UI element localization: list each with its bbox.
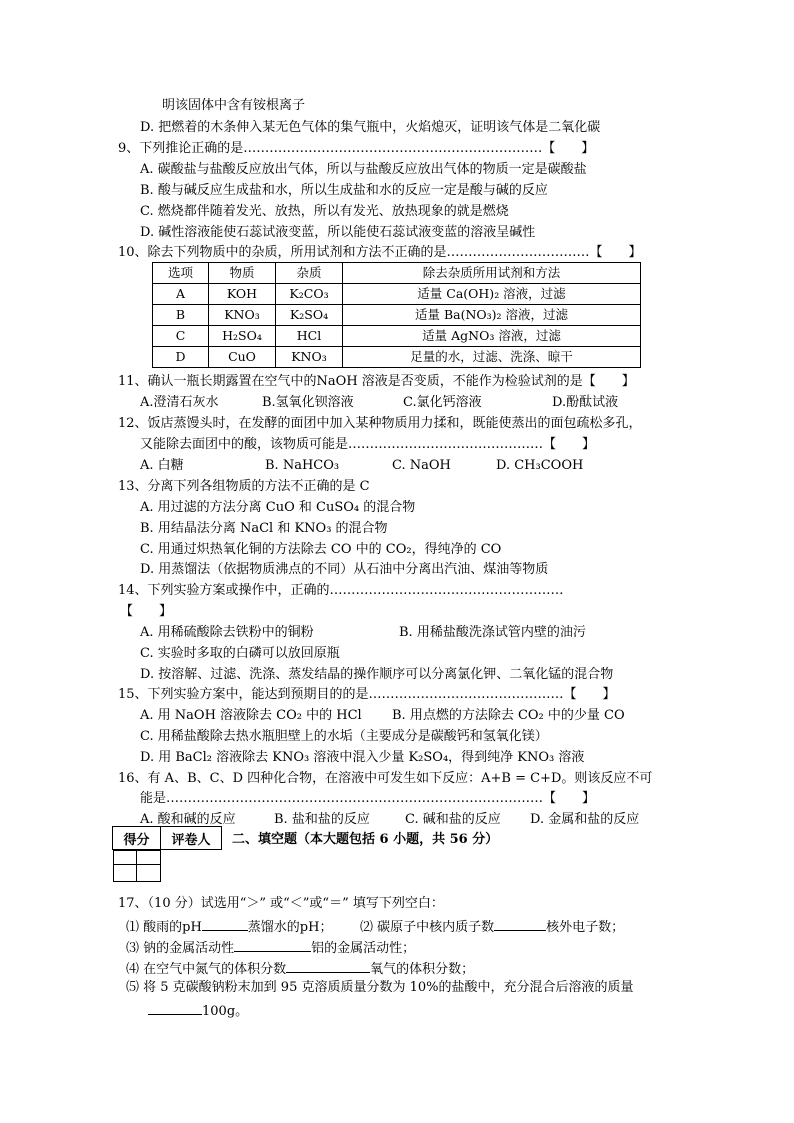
table-cell: 足量的水，过滤、洗涤、晾干 <box>343 347 641 368</box>
q17-item-5-suffix: 100g。 <box>202 1004 249 1019</box>
question-17: 17、（10 分）试选用“＞” 或“＜”或“＝” 填写下列空白： <box>118 896 444 911</box>
q17-item-4 <box>126 958 474 979</box>
q17-item-4-suffix: 氧气的体积分数； <box>370 962 475 977</box>
table-cell: CuO <box>209 347 276 368</box>
question-13: 13、分离下列各组物质的方法不正确的是 C <box>118 479 370 494</box>
answer-blank[interactable] <box>286 958 370 973</box>
q13-option-b: B. 用结晶法分离 NaCl 和 KNO₃ 的混合物 <box>140 521 388 536</box>
q12-option-c: C. NaOH <box>392 458 451 473</box>
table-cell: C <box>153 326 209 347</box>
question-11: 11、确认一瓶长期露置在空气中的NaOH 溶液是否变质，不能作为检验试剂的是【 】 <box>118 374 635 389</box>
q12-options <box>140 457 600 475</box>
q17-item-3 <box>126 937 415 958</box>
q14-option-c: C. 实验时多取的白磷可以放回原瓶 <box>140 646 340 661</box>
q14-options-ab <box>140 624 620 642</box>
table-cell: 适量 Ba(NO₃)₂ 溶液，过滤 <box>343 305 641 326</box>
q12-option-a: A. 白糖 <box>140 458 184 473</box>
q11-option-d: D.酚酞试液 <box>552 395 619 410</box>
table-cell: HCl <box>276 326 343 347</box>
question-15: 15、下列实验方案中，能达到预期目的的是………………………………………【 】 <box>118 687 616 702</box>
q17-item-3-suffix: 铝的金属活动性； <box>311 941 416 956</box>
answer-blank[interactable] <box>148 1000 202 1015</box>
answer-blank[interactable] <box>494 916 546 931</box>
question-9: 9、下列推论正确的是……………………………………………………………【 】 <box>118 141 595 156</box>
score-cell <box>113 851 137 882</box>
q17-item-5: ⑸ 将 5 克碳酸钠粉末加到 95 克溶质质量分数为 10%的盐酸中，充分混合后溶液的质量 <box>126 980 634 995</box>
q14-option-a: A. 用稀硫酸除去铁粉中的铜粉 <box>140 625 314 640</box>
table-header-row <box>153 263 641 284</box>
q13-option-c: C. 用通过炽热氧化铜的方法除去 CO 中的 CO₂，得纯净的 CO <box>140 542 502 557</box>
q17-item-1 <box>126 916 332 937</box>
q15-option-a: A. 用 NaOH 溶液除去 CO₂ 中的 HCl <box>140 708 362 723</box>
q14-option-d: D. 按溶解、过滤、洗涤、蒸发结晶的操作顺序可以分离氯化钾、二氧化锰的混合物 <box>140 667 614 682</box>
q9-option-b: B. 酸与碱反应生成盐和水，所以生成盐和水的反应一定是酸与碱的反应 <box>140 183 548 198</box>
table-cell: KNO₃ <box>209 305 276 326</box>
table-cell: D <box>153 347 209 368</box>
table-row <box>153 284 641 305</box>
q17-item-2 <box>360 916 624 937</box>
q15-option-d: D. 用 BaCl₂ 溶液除去 KNO₃ 溶液中混入少量 K₂SO₄，得到纯净 KNO₃ 溶液 <box>140 750 585 765</box>
q16-option-a: A. 酸和碱的反应 <box>140 812 236 827</box>
q16-option-d: D. 金属和盐的反应 <box>530 812 640 827</box>
q15-option-b: B. 用点燃的方法除去 CO₂ 中的少量 CO <box>392 708 625 723</box>
q17-item-5-cont <box>148 1000 248 1021</box>
grader-cell <box>137 851 161 882</box>
question-10: 10、除去下列物质中的杂质，所用试剂和方法不正确的是……………………………【 】 <box>118 245 642 260</box>
q10-options-table <box>152 262 641 368</box>
q13-option-d: D. 用蒸馏法（依据物质沸点的不同）从石油中分离出汽油、煤油等物质 <box>140 562 549 577</box>
grader-header: 评卷人 <box>161 827 222 850</box>
table-header: 杂质 <box>276 263 343 284</box>
question-16-cont: 能是……………………………………………………………………………【 】 <box>140 791 596 806</box>
table-row <box>153 347 641 368</box>
question-12: 12、饭店蒸馒头时，在发酵的面团中加入某种物质用力揉和，既能使蒸出的面包疏松多孔， <box>118 416 642 431</box>
q17-item-3-prefix: ⑶ 钠的金属活动性 <box>126 941 235 956</box>
q16-option-b: B. 盐和盐的反应 <box>274 812 370 827</box>
question-16: 16、有 A、B、C、D 四种化合物，在溶液中可发生如下反应：A+B = C+D。则该反应不可 <box>118 771 653 786</box>
table-cell: KOH <box>209 284 276 305</box>
section-2-title: 二、填空题（本大题包括 6 小题，共 56 分） <box>232 832 499 847</box>
question-14: 14、下列实验方案或操作中，正确的……………………………………………… <box>118 583 564 598</box>
q16-option-c: C. 碱和盐的反应 <box>405 812 501 827</box>
question-12-cont: 又能除去面团中的酸，该物质可能是………………………………………【 】 <box>140 437 596 452</box>
q14-option-b: B. 用稀盐酸洗涤试管内壁的油污 <box>399 625 586 640</box>
table-row <box>153 305 641 326</box>
q13-option-a: A. 用过滤的方法分离 CuO 和 CuSO₄ 的混合物 <box>140 500 416 515</box>
table-cell: 适量 Ca(OH)₂ 溶液，过滤 <box>343 284 641 305</box>
table-cell: K₂CO₃ <box>276 284 343 305</box>
answer-blank[interactable] <box>202 916 248 931</box>
answer-bracket: 【 】 <box>120 604 173 619</box>
prev-option-d: D. 把燃着的木条伸入某无色气体的集气瓶中，火焰熄灭，证明该气体是二氧化碳 <box>140 120 601 135</box>
q9-option-d: D. 碱性溶液能使石蕊试液变蓝，所以能使石蕊试液变蓝的溶液呈碱性 <box>140 225 536 240</box>
q11-option-a: A.澄清石灰水 <box>140 395 219 410</box>
score-header: 得分 <box>113 827 161 850</box>
q17-item-4-prefix: ⑷ 在空气中氮气的体积分数 <box>126 962 287 977</box>
table-header: 物质 <box>209 263 276 284</box>
score-box <box>112 826 222 869</box>
q12-option-b: B. NaHCO₃ <box>265 458 340 473</box>
table-header: 选项 <box>153 263 209 284</box>
q15-options-ab <box>140 707 650 725</box>
q9-option-c: C. 燃烧都伴随着发光、放热，所以有发光、放热现象的就是燃烧 <box>140 204 509 219</box>
table-cell: B <box>153 305 209 326</box>
table-cell: A <box>153 284 209 305</box>
table-header: 除去杂质所用试剂和方法 <box>343 263 641 284</box>
table-cell: KNO₃ <box>276 347 343 368</box>
answer-blank[interactable] <box>234 937 311 952</box>
q11-option-c: C.氯化钙溶液 <box>403 395 482 410</box>
q17-item-1-suffix: 蒸馏水的pH； <box>247 920 333 935</box>
q17-item-2-suffix: 核外电子数； <box>546 920 625 935</box>
table-row <box>153 326 641 347</box>
q15-option-c: C. 用稀盐酸除去热水瓶胆壁上的水垢（主要成分是碳酸钙和氢氧化镁） <box>140 729 548 744</box>
q11-options <box>140 394 660 412</box>
table-cell: 适量 AgNO₃ 溶液，过滤 <box>343 326 641 347</box>
q17-item-1-prefix: ⑴ 酸雨的pH <box>126 920 202 935</box>
q11-option-b: B.氢氧化钡溶液 <box>262 395 354 410</box>
table-cell: K₂SO₄ <box>276 305 343 326</box>
q9-option-a: A. 碳酸盐与盐酸反应放出气体，所以与盐酸反应放出气体的物质一定是碳酸盐 <box>140 162 587 177</box>
prev-question-tail: 明该固体中含有铵根离子 <box>162 98 306 113</box>
table-cell: H₂SO₄ <box>209 326 276 347</box>
q17-item-2-prefix: ⑵ 碳原子中核内质子数 <box>360 920 495 935</box>
q12-option-d: D. CH₃COOH <box>496 458 584 473</box>
